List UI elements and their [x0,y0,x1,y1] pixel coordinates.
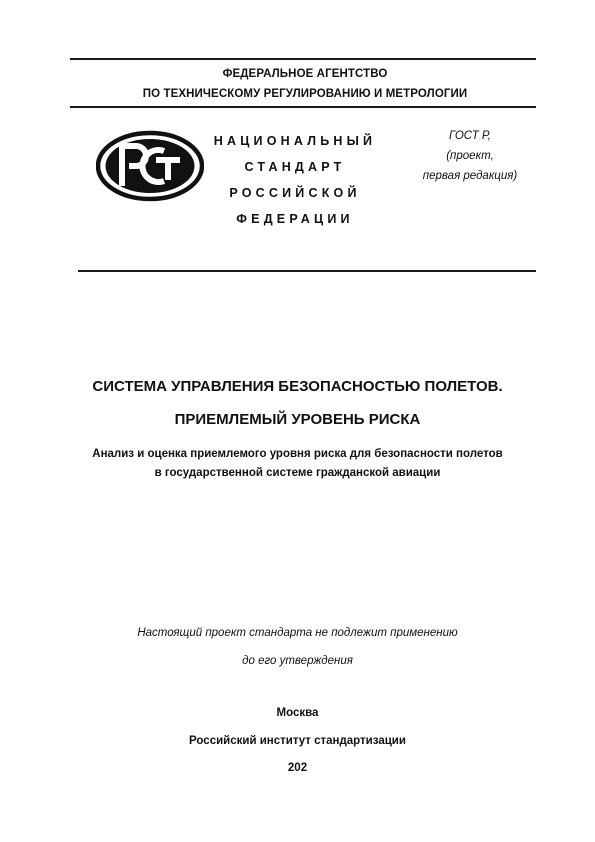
imprint-city: Москва [276,707,319,719]
standard-line-2: СТАНДАРТ [244,160,346,174]
designation-line-2: (проект, [446,150,494,162]
agency-line-2: ПО ТЕХНИЧЕСКОМУ РЕГУЛИРОВАНИЮ И МЕТРОЛОГИИ [142,88,468,100]
header-bottom-rule [70,106,536,108]
standard-line-1: НАЦИОНАЛЬНЫЙ [213,134,377,148]
document-subtitle-line-2: в государственной системе гражданской авиации [154,467,441,479]
document-subtitle-line-1: Анализ и оценка приемлемого уровня риска для безопасности полетов [92,448,503,460]
standard-line-3: РОССИЙСКОЙ [229,186,361,200]
draft-notice-line-2: до его утверждения [242,655,353,667]
imprint-year: 202 [287,762,308,774]
document-title-line-1: СИСТЕМА УПРАВЛЕНИЯ БЕЗОПАСНОСТЬЮ ПОЛЕТОВ. [92,378,503,395]
rst-logo-icon [96,130,204,202]
document-title-line-2: ПРИЕМЛЕМЫЙ УРОВЕНЬ РИСКА [174,411,421,428]
top-rule [70,58,536,60]
imprint-publisher: Российский институт стандартизации [189,735,406,747]
agency-line-1: ФЕДЕРАЛЬНОЕ АГЕНТСТВО [222,68,388,80]
section-rule [78,270,536,272]
designation-line-1: ГОСТ Р, [448,130,492,142]
standard-line-4: ФЕДЕРАЦИИ [236,212,354,226]
designation-line-3: первая редакция) [422,170,518,182]
draft-notice-line-1: Настоящий проект стандарта не подлежит применению [137,627,458,639]
